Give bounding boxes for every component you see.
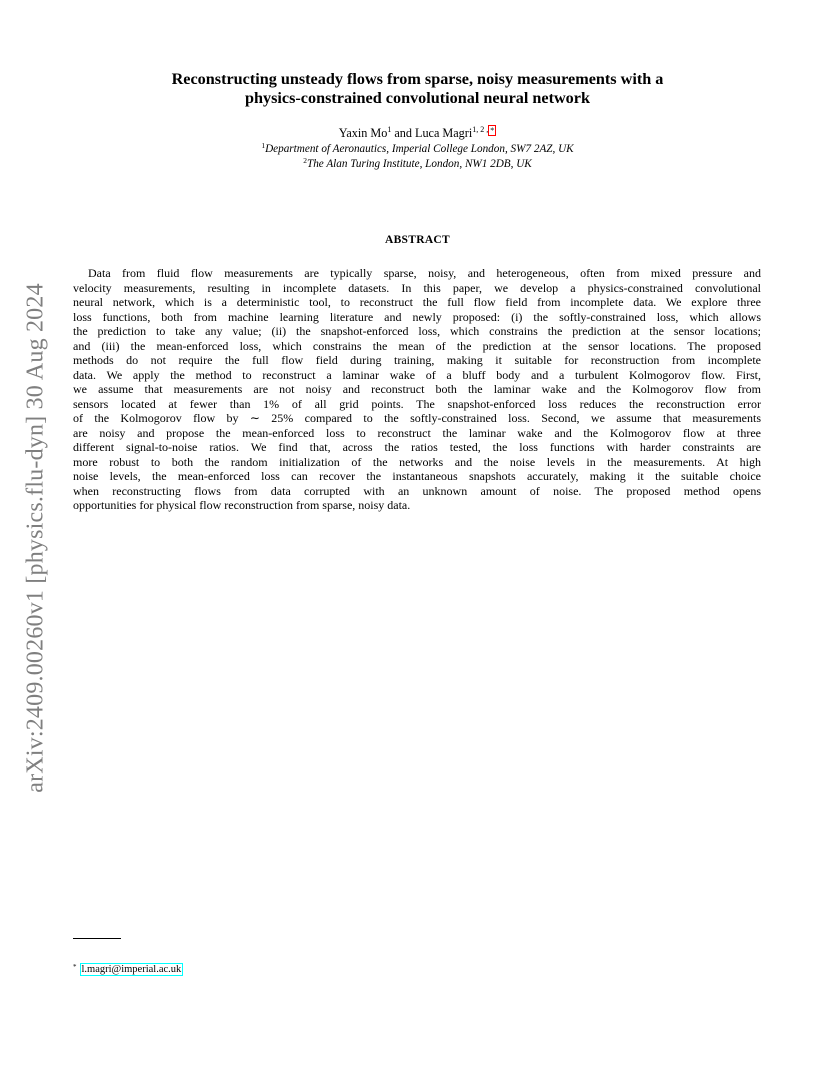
affiliation-number: 1 xyxy=(261,141,266,150)
abstract-line: we assume that measurements are not noisy and reconstruct both the laminar wake and the Kolmogorov flow from xyxy=(73,382,761,396)
affiliation-text: The Alan Turing Institute, London, NW1 2DB, UK xyxy=(306,158,532,170)
abstract-heading: ABSTRACT xyxy=(384,234,451,246)
abstract-line: opportunities for physical flow reconstruction from sparse, noisy data. xyxy=(73,498,411,512)
abstract-line: when reconstructing flows from data corrupted with an unknown amount of noise. The proposed method opens xyxy=(73,483,761,498)
affiliation xyxy=(75,143,760,156)
abstract-line: Data from fluid flow measurements are typically sparse, noisy, and heterogeneous, often from mixed pressure and xyxy=(88,266,761,280)
abstract-body xyxy=(73,266,761,513)
abstract-line: methods do not require the full flow field during training, making it suitable for reconstruction from incomplete xyxy=(73,353,761,367)
footnote-mark: * xyxy=(73,963,77,971)
abstract-line: noise levels, the mean-enforced loss can recover the instantaneous snapshots accurately, making it the suitable choice xyxy=(73,469,761,483)
author-conjunction: and xyxy=(394,126,412,140)
abstract-line: more robust to both the random initialization of the networks and the noise levels in the measurements. At high xyxy=(73,454,761,469)
abstract-line: neural network, which is a deterministic tool, to reconstruct the full flow field from incomplete data. We explore three xyxy=(73,295,761,309)
abstract-line: the prediction to take any value; (ii) the snapshot-enforced loss, which constrains the prediction at the sensor locations; xyxy=(73,324,761,338)
affiliation-marker: 1 xyxy=(387,125,392,134)
paper-title xyxy=(75,70,760,108)
footnote xyxy=(73,961,183,976)
abstract-line: loss functions, both from machine learning literature and newly proposed: (i) the softly-constrained loss, which allows xyxy=(73,309,761,324)
title-line: physics-constrained convolutional neural network xyxy=(245,89,590,107)
title-line: Reconstructing unsteady flows from sparse, noisy measurements with a xyxy=(171,70,664,88)
author-list xyxy=(75,125,760,140)
affiliation xyxy=(75,158,760,171)
footnote-link[interactable]: * xyxy=(490,126,495,135)
abstract-line: are noisy and propose the mean-enforced loss to reconstruct the laminar wake and the Kolmogorov flow at three xyxy=(73,425,761,440)
email-link[interactable]: l.magri@imperial.ac.uk xyxy=(81,964,182,975)
abstract-line: data. We apply the method to reconstruct a laminar wake of a bluff body and a turbulent Kolmogorov flow. First, xyxy=(73,367,761,382)
abstract-line: velocity measurements, resulting in incomplete datasets. In this paper, we develop a physics-constrained convolutional xyxy=(73,280,761,295)
abstract-line: different signal-to-noise ratios. We find that, across the ratios tested, the loss functions with harder constraints are xyxy=(73,440,761,454)
author-name: Luca Magri xyxy=(415,126,473,140)
affiliation-number: 2 xyxy=(303,156,307,165)
abstract-line: sensors located at fewer than 1% of all grid points. The snapshot-enforced loss reduces the reconstruction error xyxy=(73,396,761,411)
abstract-line: of the Kolmogorov flow by ∼ 25% compared to the softly-constrained loss. Second, we assume that measurements xyxy=(73,411,761,425)
abstract-line: and (iii) the mean-enforced loss, which constrains the mean of the prediction at the sensor locations. The proposed xyxy=(73,338,761,353)
author-name: Yaxin Mo xyxy=(338,126,388,140)
affiliation-marker: 1, 2 , xyxy=(472,125,489,134)
affiliation-text: Department of Aeronautics, Imperial College London, SW7 2AZ, UK xyxy=(265,143,574,155)
arxiv-identifier: arXiv:2409.00260v1 [physics.flu-dyn] 30 Aug 2024 xyxy=(22,283,49,793)
footnote-divider xyxy=(73,938,121,939)
